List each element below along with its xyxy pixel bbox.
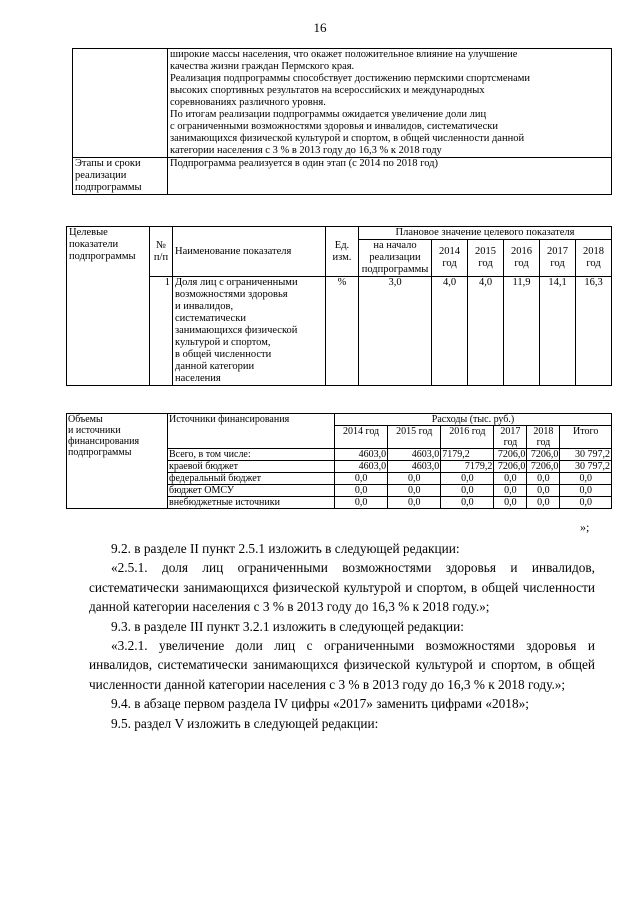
- year-unit: год: [550, 258, 565, 269]
- text-line: финансирования: [68, 436, 140, 447]
- text-line: с ограниченными возможностями здоровья и инвалидов, систематически: [170, 121, 499, 132]
- amount-cell: 4603,0: [335, 461, 388, 473]
- col-year-header: [540, 240, 576, 277]
- text-line: и инвалидов,: [175, 301, 234, 312]
- col-plan-header: Плановое значение целевого показателя: [359, 227, 612, 240]
- source-name: бюджет ОМСУ: [168, 485, 335, 497]
- amount-cell: 7206,0: [494, 449, 527, 461]
- row-num: 1: [150, 277, 173, 386]
- table-row: [73, 158, 612, 195]
- text-line: Объемы: [68, 414, 103, 425]
- amount-cell: 0,0: [335, 497, 388, 509]
- paragraph: 9.2. в разделе II пункт 2.5.1 изложить в следующей редакции:: [111, 541, 460, 556]
- text-line: высоких спортивных результатов на всероссийских и международных: [170, 85, 485, 96]
- table-row: [73, 49, 612, 158]
- amount-cell: 0,0: [560, 497, 612, 509]
- text-line: в общей численности: [175, 349, 272, 360]
- amount-cell: 0,0: [494, 485, 527, 497]
- source-name: краевой бюджет: [168, 461, 335, 473]
- amount-cell: 0,0: [388, 485, 441, 497]
- amount-cell: 30 797,2: [560, 461, 612, 473]
- text-line: на начало: [373, 240, 417, 251]
- text-line: населения: [175, 373, 221, 384]
- table-header-row: [67, 414, 612, 426]
- indicators-label-cell: [67, 227, 150, 386]
- amount-cell: 0,0: [560, 485, 612, 497]
- text-line: реализации: [75, 170, 127, 181]
- col-year-header: [468, 240, 504, 277]
- year-unit: год: [478, 258, 493, 269]
- paragraph: 9.5. раздел V изложить в следующей редакции:: [111, 715, 379, 731]
- indicator-value: 4,0: [432, 277, 468, 386]
- page-number: 16: [313, 20, 327, 35]
- indicator-value: 4,0: [468, 277, 504, 386]
- indicator-name: [173, 277, 326, 386]
- text-line: Этапы и сроки: [75, 158, 141, 169]
- financing-table: [66, 413, 612, 509]
- text-line: качества жизни граждан Пермского края.: [170, 61, 355, 72]
- label-cell-empty: [73, 49, 168, 158]
- amount-cell: 0,0: [388, 497, 441, 509]
- amount-cell: 0,0: [335, 473, 388, 485]
- amount-cell: 0,0: [335, 485, 388, 497]
- col-num-header: [150, 227, 173, 277]
- amount-cell: 0,0: [527, 473, 560, 485]
- year-unit: год: [442, 258, 457, 269]
- year: 2017: [500, 426, 521, 437]
- paragraph: «2.5.1. доля лиц ограниченными возможностями здоровья и инвалидов, систематически занимающихся физической культурой и спортом, в общей численности данной категории населения с 3 % в 2013 году до 16,3 % к 2018 году.»;: [89, 560, 595, 615]
- text-line: п/п: [153, 251, 169, 263]
- indicator-value: 11,9: [504, 277, 540, 386]
- quote-end-mark: »;: [580, 520, 590, 534]
- source-name: федеральный бюджет: [168, 473, 335, 485]
- col-expenses-header: Расходы (тыс. руб.): [335, 414, 612, 426]
- paragraph: 9.4. в абзаце первом раздела IV цифры «2017» заменить цифрами «2018»;: [111, 696, 529, 712]
- amount-cell: 0,0: [388, 473, 441, 485]
- amount-cell: 0,0: [560, 473, 612, 485]
- text-line: №: [155, 239, 167, 251]
- amount-cell: 7206,0: [527, 449, 560, 461]
- text-line: возможностями здоровья: [175, 289, 288, 300]
- year: 2018: [583, 246, 604, 257]
- year-unit: год: [503, 437, 518, 448]
- col-total-header: Итого: [560, 426, 612, 449]
- amount-cell: 0,0: [527, 497, 560, 509]
- col-year-header: [504, 240, 540, 277]
- col-year-header: [432, 240, 468, 277]
- col-start-header: [359, 240, 432, 277]
- col-year-header: [576, 240, 612, 277]
- text-line: соревнованиях различного уровня.: [170, 97, 326, 108]
- amount-cell: 4603,0: [388, 461, 441, 473]
- stages-label-cell: [73, 158, 168, 195]
- year: 2014: [439, 246, 460, 257]
- amount-cell: 0,0: [494, 497, 527, 509]
- text-line: категории населения с 3 % в 2013 году до 16,3 % к 2018 году: [170, 145, 442, 156]
- financing-label-cell: [67, 414, 168, 509]
- text-line: Реализация подпрограммы способствует достижению пермскими спортсменами: [170, 73, 531, 84]
- col-year-header: 2015 год: [388, 426, 441, 449]
- text-line: подпрограммы: [68, 447, 132, 458]
- col-name-header: Наименование показателя: [173, 227, 326, 277]
- amount-cell: 7179,2: [441, 461, 494, 473]
- amendment-text: [89, 539, 595, 733]
- source-name: внебюджетные источники: [168, 497, 335, 509]
- text-line: показатели: [69, 239, 119, 250]
- col-unit-header: [326, 227, 359, 277]
- year: 2018: [533, 426, 554, 437]
- paragraph: «3.2.1. увеличение доли лиц с ограниченными возможностями здоровья и инвалидов, систематически занимающихся физической культурой и спортом, в общей численности данной категории населения с 3 % в 2013 году до 16,3 % к 2018 году.»;: [89, 638, 595, 692]
- col-source-header: Источники финансирования: [168, 414, 335, 449]
- text-line: широкие массы населения, что окажет положительное влияние на улучшение: [170, 49, 518, 60]
- amount-cell: 4603,0: [388, 449, 441, 461]
- text-line: Целевые: [69, 227, 108, 238]
- col-year-header: [527, 426, 560, 449]
- amount-cell: 0,0: [441, 473, 494, 485]
- paragraph: 9.3. в разделе III пункт 3.2.1 изложить в следующей редакции:: [111, 618, 464, 634]
- target-indicators-table: [66, 226, 612, 386]
- indicator-start: 3,0: [359, 277, 432, 386]
- amount-cell: 0,0: [494, 473, 527, 485]
- source-name: Всего, в том числе:: [168, 449, 335, 461]
- col-year-header: 2016 год: [441, 426, 494, 449]
- text-line: подпрограммы: [75, 182, 142, 193]
- indicator-value: 16,3: [576, 277, 612, 386]
- text-line: Доля лиц с ограниченными: [175, 277, 298, 288]
- text-line: занимающихся физической культурой и спортом, в общей численности данной: [170, 133, 525, 144]
- indicator-value: 14,1: [540, 277, 576, 386]
- indicator-unit: %: [326, 277, 359, 386]
- amount-cell: 4603,0: [335, 449, 388, 461]
- amount-cell: 0,0: [441, 497, 494, 509]
- text-line: систематически: [175, 313, 246, 324]
- text-line: подпрограммы: [69, 251, 136, 262]
- stages-value-cell: Подпрограмма реализуется в один этап (с 2014 по 2018 год): [168, 158, 612, 195]
- amount-cell: 7179,2: [441, 449, 494, 461]
- passport-table-continuation: [72, 48, 612, 195]
- table-header-row: [67, 227, 612, 240]
- expected-results-cell: [168, 49, 612, 158]
- text-line: и источники: [68, 425, 121, 436]
- year: 2015: [475, 246, 496, 257]
- year: 2016: [511, 246, 532, 257]
- amount-cell: 7206,0: [527, 461, 560, 473]
- amount-cell: 7206,0: [494, 461, 527, 473]
- text-line: изм.: [332, 251, 352, 263]
- text-line: реализации: [369, 252, 421, 263]
- amount-cell: 0,0: [441, 485, 494, 497]
- text-line: подпрограммы: [361, 264, 429, 275]
- year-unit: год: [536, 437, 551, 448]
- amount-cell: 30 797,2: [560, 449, 612, 461]
- year-unit: год: [514, 258, 529, 269]
- col-year-header: 2014 год: [335, 426, 388, 449]
- text-line: занимающихся физической: [175, 325, 298, 336]
- amount-cell: 0,0: [527, 485, 560, 497]
- text-line: данной категории: [175, 361, 255, 372]
- text-line: По итогам реализации подпрограммы ожидается увеличение доли лиц: [170, 109, 487, 120]
- year-unit: год: [586, 258, 601, 269]
- year: 2017: [547, 246, 568, 257]
- text-line: Ед.: [334, 239, 350, 251]
- text-line: культурой и спортом,: [175, 337, 271, 348]
- col-year-header: [494, 426, 527, 449]
